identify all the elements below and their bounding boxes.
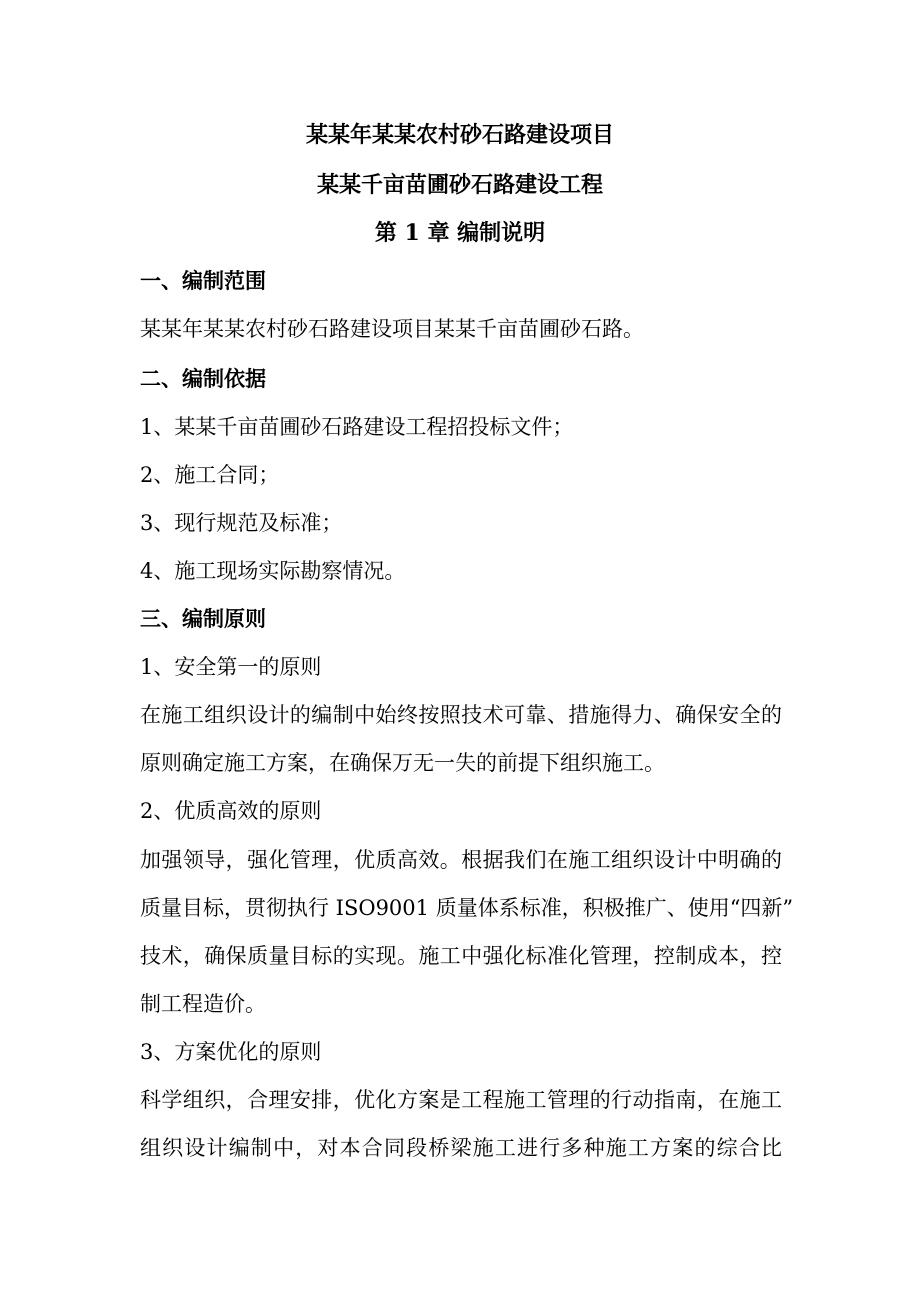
principle-heading-safety: 1、安全第一的原则 (140, 655, 322, 679)
chapter-heading: 第 1 章 编制说明 (374, 220, 546, 246)
basis-item: 4、施工现场实际勘察情况。 (140, 559, 406, 583)
section-heading-principles: 三、编制原则 (140, 606, 266, 631)
principle-text-line: 在施工组织设计的编制中始终按照技术可靠、措施得力、确保安全的 (140, 703, 782, 727)
principle-text-line: 原则确定施工方案，在确保万无一失的前提下组织施工。 (140, 751, 665, 775)
principle-text-line: 质量目标，贯彻执行 ISO9001 质量体系标准，积极推广、使用“四新” (140, 896, 794, 920)
project-subtitle: 某某千亩苗圃砂石路建设工程 (316, 172, 603, 198)
principle-text-line: 制工程造价。 (140, 992, 266, 1016)
project-title: 某某年某某农村砂石路建设项目 (305, 122, 614, 148)
scope-paragraph: 某某年某某农村砂石路建设项目某某千亩苗圃砂石路。 (140, 317, 644, 341)
section-heading-scope: 一、编制范围 (140, 268, 266, 293)
principle-text-line: 科学组织，合理安排，优化方案是工程施工管理的行动指南，在施工 (140, 1088, 782, 1112)
section-heading-basis: 二、编制依据 (140, 366, 266, 391)
principle-heading-quality: 2、优质高效的原则 (140, 799, 322, 823)
basis-item: 2、施工合同； (140, 463, 280, 487)
basis-item: 3、现行规范及标准； (140, 511, 343, 535)
principle-text-line: 组织设计编制中，对本合同段桥梁施工进行多种施工方案的综合比 (140, 1136, 782, 1160)
principle-heading-optimization: 3、方案优化的原则 (140, 1040, 322, 1064)
basis-item: 1、某某千亩苗圃砂石路建设工程招投标文件； (140, 415, 574, 439)
principle-text-line: 技术，确保质量目标的实现。施工中强化标准化管理，控制成本，控 (140, 944, 782, 968)
principle-text-line: 加强领导，强化管理，优质高效。根据我们在施工组织设计中明确的 (140, 848, 782, 872)
